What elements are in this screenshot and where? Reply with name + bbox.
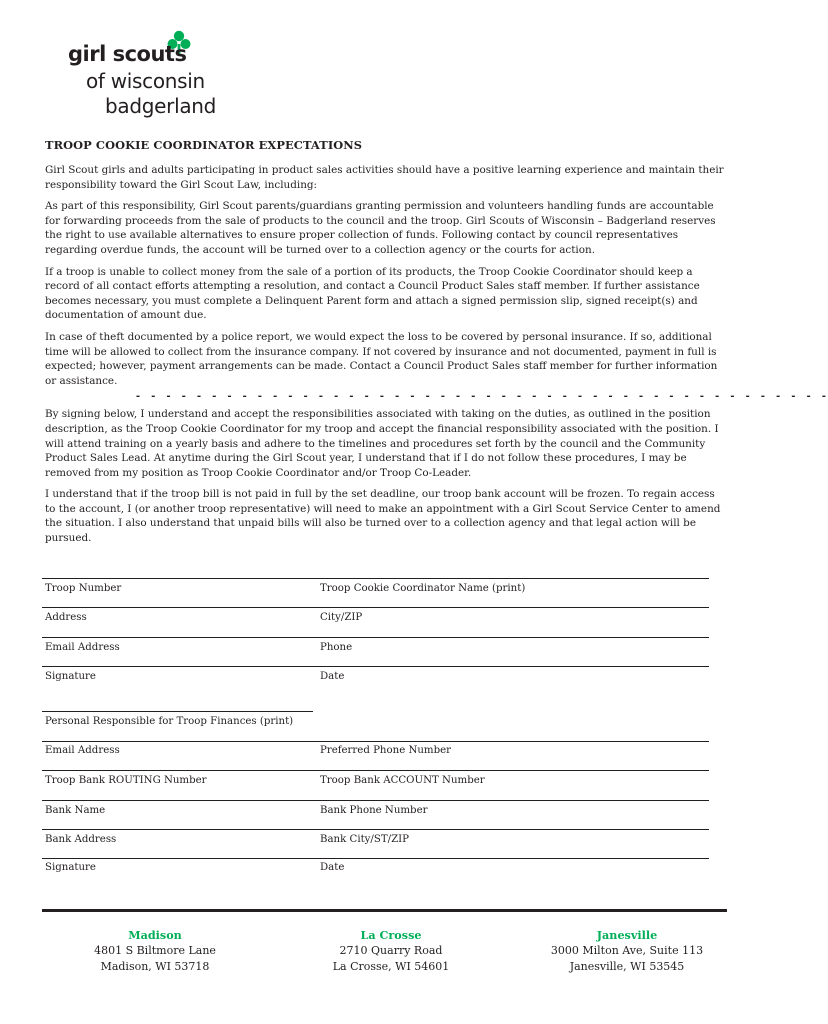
form-rule: [42, 578, 709, 579]
bank-city-field[interactable]: Bank City/ST/ZIP: [320, 834, 410, 845]
email-field[interactable]: Email Address: [45, 642, 120, 653]
troop-number-field[interactable]: Troop Number: [45, 583, 122, 594]
form-rule: [42, 711, 313, 712]
signature-field[interactable]: Signature: [45, 671, 96, 682]
intro-paragraph: Girl Scout girls and adults participating in product sales activities should have a positive learning experience and maintain their responsibility toward the Girl Scout Law, including:: [45, 164, 724, 191]
office-street: 4801 S Biltmore Lane: [94, 944, 216, 957]
office-locality: La Crosse, WI 54601: [332, 960, 450, 973]
preferred-phone-field[interactable]: Preferred Phone Number: [320, 745, 452, 756]
office-locality: Madison, WI 53718: [100, 960, 210, 973]
responsibility-paragraph: As part of this responsibility, Girl Scout parents/guardians granting permission and volunteers handling funds are accountable for forwarding proceeds from the sale of products to the council and the troop. Girl Scouts of Wisconsin – Badgerland reserves the right to use available alternatives to ensure proper collection of funds. Following contact by council representatives regarding overdue funds, the account will be turned over to a collection agency or the courts for action.: [45, 200, 716, 256]
finance-date-field[interactable]: Date: [320, 862, 345, 873]
phone-field[interactable]: Phone: [320, 642, 353, 653]
form-rule: [42, 741, 709, 742]
office-la-crosse: [291, 927, 491, 975]
office-madison: [55, 927, 255, 975]
agreement-paragraph-1: By signing below, I understand and accept the responsibilities associated with taking on the duties, as outlined in the position description, as the Troop Cookie Coordinator for my troop and accept the financial responsibility associated with the position. I will attend training on a yearly basis and adhere to the timelines and procedures set forth by the council and the Community Product Sales Lead. At anytime during the Girl Scout year, I understand that if I do not follow these procedures, I may be removed from my position as Troop Cookie Coordinator and/or Troop Co-Leader.: [45, 408, 719, 479]
cut-line-separator: - - - - - - - - - - - - - - - - - - - - - - - - - - - - - - - - - - - - - - - - - - - - - -: [135, 391, 828, 403]
form-rule: [42, 770, 709, 771]
city-zip-field[interactable]: City/ZIP: [320, 612, 363, 623]
bank-phone-field[interactable]: Bank Phone Number: [320, 805, 428, 816]
collection-paragraph: If a troop is unable to collect money from the sale of a portion of its products, the Troop Cookie Coordinator should keep a record of all contact efforts attempting a resolution, and contact a Council Product Sales staff member. If further assistance becomes necessary, you must complete a Delinquent Parent form and attach a signed permission slip, signed receipt(s) and documentation of amount due.: [45, 265, 700, 322]
office-city: Madison: [128, 928, 182, 942]
girl-scouts-logo: [66, 30, 236, 125]
theft-paragraph: In case of theft documented by a police report, we would expect the loss to be covered by personal insurance. If so, additional time will be allowed to collect from the insurance company. If not covered by insurance and not documented, payment in full is expected; however, payment arrangements can be made. Contact a Council Product Sales staff member for further information or assistance.: [45, 330, 718, 387]
page-title: TROOP COOKIE COORDINATOR EXPECTATIONS: [45, 138, 363, 152]
bank-name-field[interactable]: Bank Name: [45, 805, 106, 816]
office-street: 2710 Quarry Road: [339, 944, 443, 957]
logo-line-1: girl scouts: [68, 42, 187, 66]
coordinator-name-field[interactable]: Troop Cookie Coordinator Name (print): [320, 583, 526, 594]
footer-rule: [42, 909, 727, 912]
finance-signature-field[interactable]: Signature: [45, 862, 96, 873]
date-field[interactable]: Date: [320, 671, 345, 682]
expectations-section: [45, 138, 828, 553]
bank-address-field[interactable]: Bank Address: [45, 834, 117, 845]
office-janesville: [527, 927, 727, 975]
form-rule: [42, 800, 709, 801]
finance-person-field[interactable]: Personal Responsible for Troop Finances (print): [45, 716, 294, 727]
office-street: 3000 Milton Ave, Suite 113: [550, 944, 704, 957]
form-rule: [42, 637, 709, 638]
form-rule: [42, 829, 709, 830]
address-field[interactable]: Address: [45, 612, 87, 623]
form-rule: [42, 858, 709, 859]
office-city: La Crosse: [360, 928, 422, 942]
account-number-field[interactable]: Troop Bank ACCOUNT Number: [320, 775, 485, 786]
finance-email-field[interactable]: Email Address: [45, 745, 120, 756]
office-city: Janesville: [596, 928, 658, 942]
routing-number-field[interactable]: Troop Bank ROUTING Number: [45, 775, 207, 786]
form-rule: [42, 666, 709, 667]
agreement-paragraph-2: I understand that if the troop bill is not paid in full by the set deadline, our troop bank account will be frozen. To regain access to the account, I (or another troop representative) will need to make an appointment with a Girl Scout Service Center to amend the situation. I also understand that unpaid bills will also be turned over to a collection agency and that legal action will be pursued.: [45, 488, 721, 545]
office-locality: Janesville, WI 53545: [569, 960, 685, 973]
logo-line-2: of wisconsin: [86, 69, 205, 93]
logo-line-3: badgerland: [105, 94, 217, 118]
form-rule: [42, 607, 709, 608]
